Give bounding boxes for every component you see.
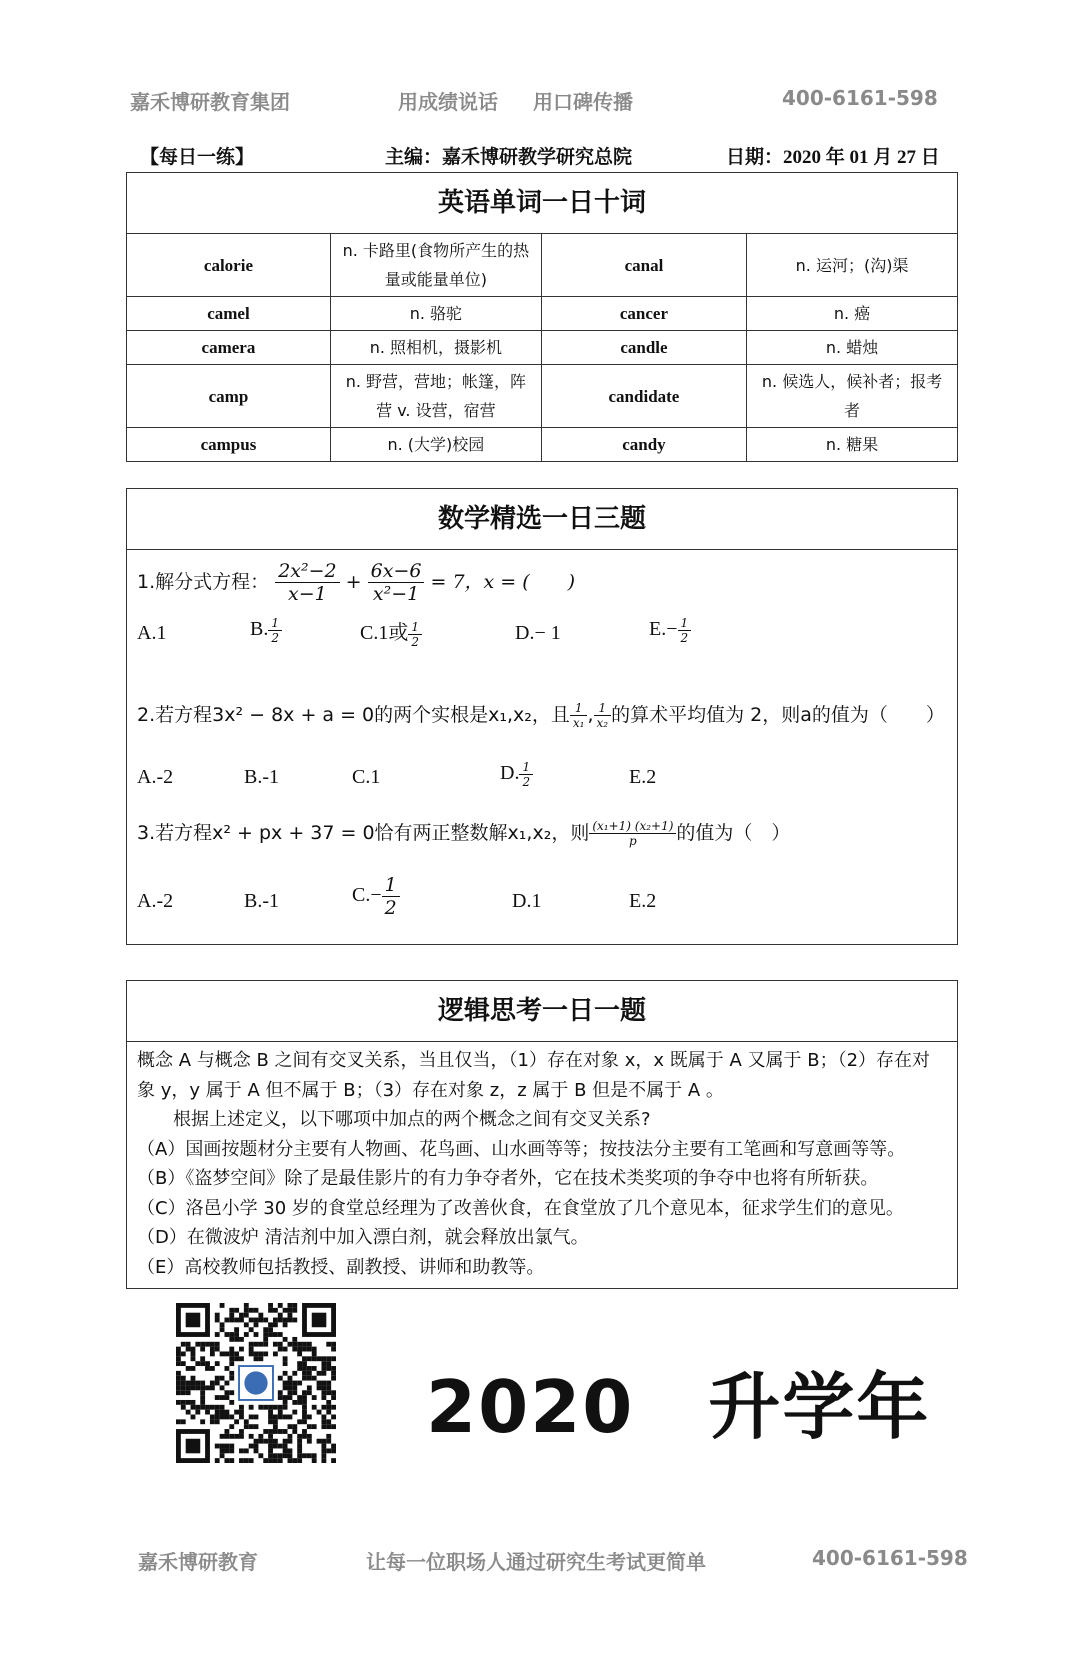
logic-definition: 概念 A 与概念 B 之间有交叉关系，当且仅当，（1）存在对象 x，x 既属于 A 又属于 B；（2）存在对象 y，y 属于 A 但不属于 B；（3）存在对象 z，z 属于 B 但是不属于 A 。	[137, 1050, 931, 1101]
q1-option-d: D.− 1	[515, 622, 561, 644]
q2-comma: ,	[587, 704, 594, 726]
q3-option-e: E.2	[629, 890, 657, 912]
table-row	[127, 331, 957, 365]
question-2	[137, 700, 945, 730]
math-body	[127, 550, 957, 944]
daily-tag: 【每日一练】	[140, 146, 255, 168]
logic-body	[127, 1042, 957, 1288]
vocab-definition: n. (大学)校园	[330, 428, 541, 462]
q2-option-c: C.1	[352, 766, 381, 788]
q3-suffix: 的值为（ ）	[676, 822, 791, 844]
logic-question: 根据上述定义，以下哪项中加点的两个概念之间有交叉关系?	[137, 1109, 651, 1130]
vocab-definition: n. 候选人，候补者；报考者	[747, 365, 957, 428]
q2-option-a: A.-2	[137, 766, 174, 788]
question-3	[137, 818, 790, 848]
logic-option-b: （B）《盗梦空间》除了是最佳影片的有力争夺者外，它在技术类奖项的争夺中也将有所斩获。	[137, 1168, 879, 1189]
qr-code-icon	[176, 1303, 336, 1463]
q1-prefix: 1.解分式方程：	[137, 571, 270, 593]
vocab-word: canal	[541, 234, 746, 297]
header-brand: 嘉禾博研教育集团	[130, 90, 290, 114]
meta-line	[126, 142, 959, 172]
vocab-word: campus	[127, 428, 330, 462]
vocab-table	[127, 234, 957, 461]
footer-brand: 嘉禾博研教育	[138, 1550, 258, 1574]
logic-option-c: （C）洛邑小学 30 岁的食堂总经理为了改善伙食，在食堂放了几个意见本，征求学生们的意见。	[137, 1197, 904, 1219]
editor-text: 主编：嘉禾博研教学研究总院	[385, 146, 633, 168]
q2-option-e: E.2	[629, 766, 657, 788]
footer-phone: 400-6161-598	[812, 1546, 968, 1570]
vocab-word: cancer	[541, 297, 746, 331]
logic-option-e: （E）高校教师包括教授、副教授、讲师和助教等。	[137, 1256, 545, 1278]
q1-option-e: E.− $\frac{1}{2}$	[649, 616, 691, 645]
q2-prefix: 2.若方程3x² − 8x + a = 0的两个实根是x₁,x₂，且	[137, 704, 570, 726]
q1-f2-den: x²−1	[372, 583, 420, 605]
vocab-word: candidate	[541, 365, 746, 428]
logic-option-d: （D）在微波炉 清洁剂中加入漂白剂，就会释放出氯气。	[137, 1227, 589, 1248]
logic-title: 逻辑思考一日一题	[127, 981, 957, 1042]
header-motto-1: 用成绩说话	[398, 90, 498, 114]
q3-option-b: B.-1	[244, 890, 279, 912]
q2-fraction-a: $\frac{1}{\text{x₁}}$	[570, 701, 588, 730]
q1-f1-num: 2x²−2	[275, 560, 339, 583]
q2-option-b: B.-1	[244, 766, 279, 788]
slogan-text: 2020 升学年	[426, 1365, 931, 1449]
q1-f2-num: 6x−6	[368, 560, 425, 583]
q1-fraction-1	[275, 560, 339, 605]
q1-f1-den: x−1	[288, 583, 327, 605]
vocab-definition: n. 野营，营地；帐篷，阵营 v. 设营，宿营	[330, 365, 541, 428]
q2-fraction-b: $\frac{1}{\text{x₂}}$	[594, 701, 612, 730]
vocab-title: 英语单词一日十词	[127, 173, 957, 234]
page-header	[0, 78, 1079, 118]
vocab-definition: n. 蜡烛	[747, 331, 957, 365]
vocab-definition: n. 卡路里(食物所产生的热量或能量单位)	[330, 234, 541, 297]
vocab-word: camp	[127, 365, 330, 428]
vocab-definition: n. 骆驼	[330, 297, 541, 331]
vocab-word: candy	[541, 428, 746, 462]
q3-prefix: 3.若方程x² + px + 37 = 0恰有两正整数解x₁,x₂，则	[137, 822, 590, 844]
vocab-definition: n. 糖果	[747, 428, 957, 462]
vocab-word: camel	[127, 297, 330, 331]
vocab-definition: n. 癌	[747, 297, 957, 331]
q3-option-a: A.-2	[137, 890, 174, 912]
logic-section	[126, 980, 958, 1289]
question-1	[137, 560, 575, 605]
header-motto-2: 用口碑传播	[533, 90, 633, 114]
q1-option-b: B. $\frac{1}{2}$	[250, 616, 282, 645]
q1-suffix: = 7，x = ( )	[430, 571, 576, 593]
table-row	[127, 428, 957, 462]
vocab-word: candle	[541, 331, 746, 365]
q1-fraction-2	[368, 560, 425, 605]
vocab-definition: n. 照相机，摄影机	[330, 331, 541, 365]
table-row	[127, 365, 957, 428]
vocab-section	[126, 172, 958, 462]
table-row	[127, 297, 957, 331]
q1-plus: +	[345, 571, 362, 593]
q1-option-a: A.1	[137, 622, 167, 644]
vocab-word: camera	[127, 331, 330, 365]
vocab-word: calorie	[127, 234, 330, 297]
logic-option-a: （A）国画按题材分主要有人物画、花鸟画、山水画等等；按技法分主要有工笔画和写意画等等。	[137, 1138, 906, 1160]
header-phone: 400-6161-598	[782, 86, 938, 110]
footer-motto: 让每一位职场人通过研究生考试更简单	[366, 1550, 706, 1574]
q3-option-c: C.− $\frac{1}{2}$	[352, 874, 400, 919]
q1-option-c: C.1或 $\frac{1}{2}$	[360, 616, 422, 649]
q3-option-d: D.1	[512, 890, 542, 912]
math-section	[126, 488, 958, 945]
math-title: 数学精选一日三题	[127, 489, 957, 550]
q2-suffix: 的算术平均值为 2，则a的值为（ ）	[611, 704, 945, 726]
q3-fraction: $\frac{\text{(x₁+1) (x₂+1)}}{p}$	[589, 819, 676, 848]
table-row	[127, 234, 957, 297]
page-footer	[0, 1538, 1079, 1578]
q2-option-d: D. $\frac{1}{2}$	[500, 760, 533, 789]
vocab-definition: n. 运河；(沟)渠	[747, 234, 957, 297]
date-text: 日期：2020 年 01 月 27 日	[726, 147, 940, 168]
